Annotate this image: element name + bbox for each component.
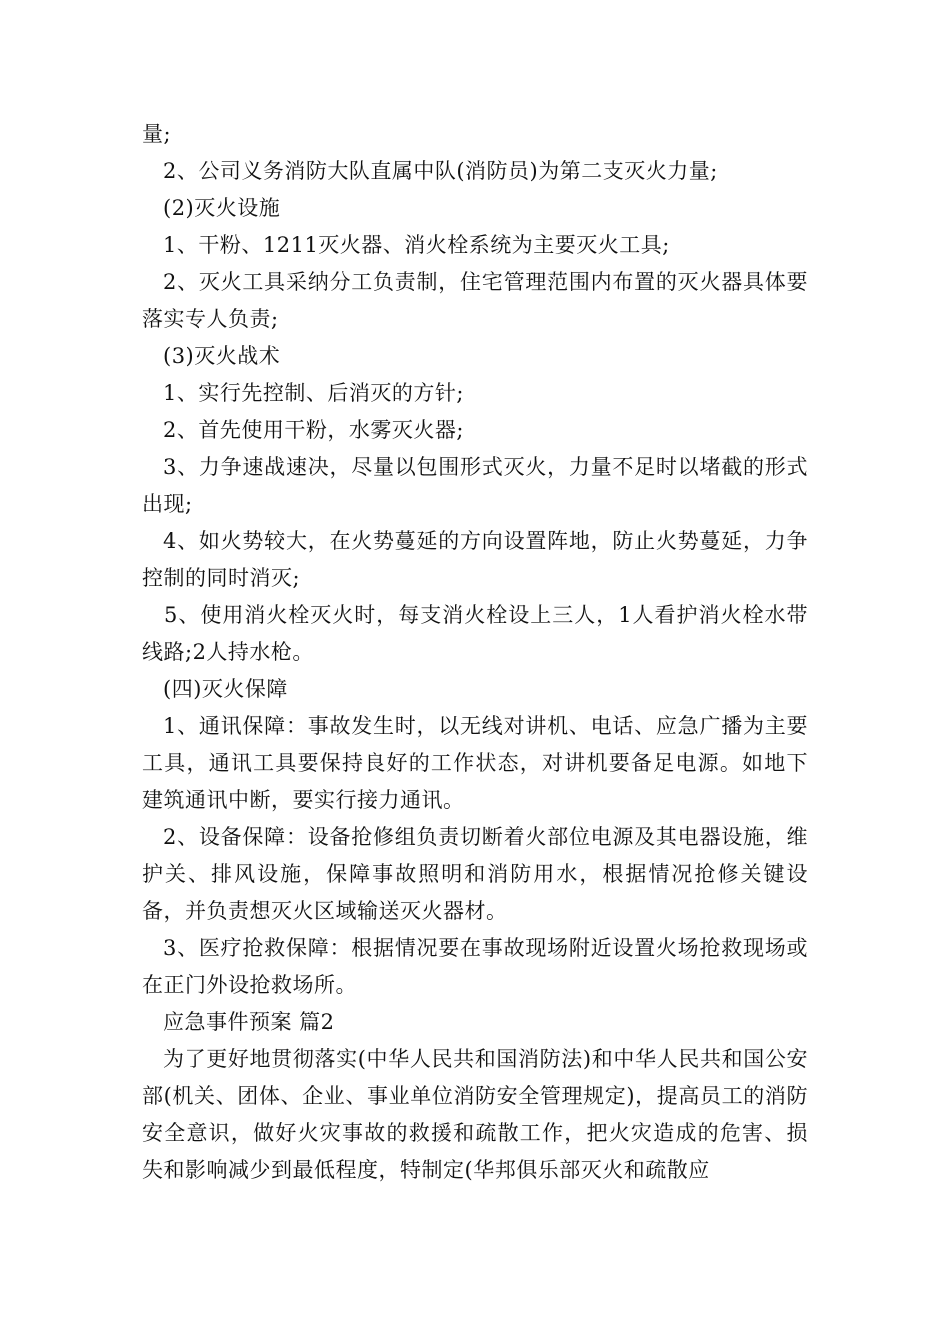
paragraph-plan-2-intro: 为了更好地贯彻落实(中华人民共和国消防法)和中华人民共和国公安部(机关、团体、企业、事业单位消防安全管理规定)，提高员工的消防安全意识，做好火灾事故的救援和疏散工作，把火灾造成的危害、损失和影响减少到最低程度，特制定(华邦俱乐部灭火和疏散应 bbox=[142, 1047, 808, 1182]
paragraph-tool-responsibility: 2、灭火工具采纳分工负责制，住宅管理范围内布置的灭火器具体要落实专人负责; bbox=[142, 270, 808, 331]
paragraph-large-fire: 4、如火势较大，在火势蔓延的方向设置阵地，防止火势蔓延，力争控制的同时消灭; bbox=[142, 529, 808, 590]
paragraph-extinguishing-tools: 1、干粉、1211灭火器、消火栓系统为主要灭火工具; bbox=[163, 233, 670, 257]
document-page bbox=[142, 116, 808, 1189]
heading-fire-facilities: (2)灭火设施 bbox=[163, 196, 281, 220]
heading-fire-support: (四)灭火保障 bbox=[163, 677, 288, 701]
paragraph-communication-support: 1、通讯保障：事故发生时，以无线对讲机、电话、应急广播为主要工具，通讯工具要保持良好的工作状态，对讲机要备足电源。如地下建筑通讯中断，要实行接力通讯。 bbox=[142, 714, 808, 812]
section-title-plan-2: 应急事件预案 篇2 bbox=[163, 1010, 335, 1034]
paragraph-second-fire-force: 2、公司义务消防大队直属中队(消防员)为第二支灭火力量; bbox=[163, 159, 718, 183]
paragraph-equipment-support: 2、设备保障：设备抢修组负责切断着火部位电源及其电器设施，维护关、排风设施，保障事故照明和消防用水，根据情况抢修关键设备，并负责想灭火区域输送灭火器材。 bbox=[142, 825, 808, 923]
paragraph-medical-support: 3、医疗抢救保障：根据情况要在事故现场附近设置火场抢救现场或在正门外设抢救场所。 bbox=[142, 936, 808, 997]
paragraph-dry-powder-first: 2、首先使用干粉，水雾灭火器; bbox=[163, 418, 464, 442]
paragraph-continuation: 量; bbox=[142, 122, 172, 146]
paragraph-control-first: 1、实行先控制、后消灭的方针; bbox=[163, 381, 464, 405]
paragraph-hydrant-usage: 5、使用消火栓灭火时，每支消火栓设上三人，1人看护消火栓水带线路;2人持水枪。 bbox=[142, 603, 808, 664]
paragraph-quick-resolution: 3、力争速战速决，尽量以包围形式灭火，力量不足时以堵截的形式出现; bbox=[142, 455, 808, 516]
heading-fire-tactics: (3)灭火战术 bbox=[163, 344, 281, 368]
